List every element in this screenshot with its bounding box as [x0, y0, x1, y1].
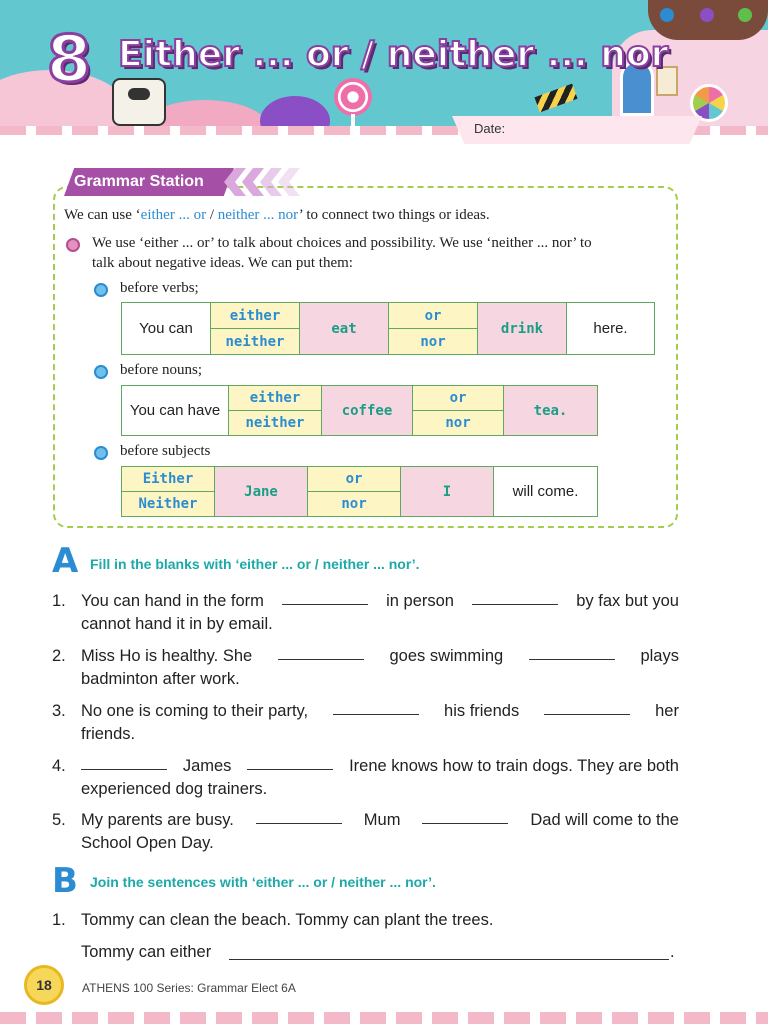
table-cell: or [389, 303, 478, 329]
table-cell: will come. [494, 467, 598, 517]
subjects-table [121, 466, 598, 517]
question-line: My parents are busy. Mum Dad will come to the [81, 811, 679, 829]
answer-end: . [670, 943, 675, 961]
note-line-2: talk about negative ideas. We can put them: [92, 255, 353, 271]
question-line: James Irene knows how to train dogs. They are both [81, 755, 679, 778]
answer-blank[interactable] [278, 645, 364, 660]
question-number: 5. [52, 811, 66, 829]
question-text: Tommy can clean the beach. Tommy can plant the trees. [81, 911, 494, 929]
intro-text: We can use ‘either ... or / neither ... nor’ to connect two things or ideas. [64, 207, 490, 223]
date-label: Date: [474, 121, 506, 136]
note-line-1: We use ‘either ... or’ to talk about choices and possibility. We use ‘neither ... nor’ to [92, 235, 592, 251]
table-cell: or [413, 386, 504, 411]
section-b-letter: B [52, 861, 78, 901]
question-line: Miss Ho is healthy. She goes swimming plays [81, 647, 679, 665]
answer-blank[interactable] [544, 700, 630, 715]
table-cell: You can [122, 303, 211, 355]
section-a-letter: A [52, 541, 79, 581]
table-cell: nor [389, 329, 478, 355]
question-number: 4. [52, 757, 66, 775]
table-cell: Neither [122, 492, 215, 517]
grammar-station-label: Grammar Station [74, 173, 204, 190]
answer-blank[interactable] [282, 590, 368, 605]
table-cell: either [211, 303, 300, 329]
table-cell: You can have [122, 386, 229, 436]
question-line-2: cannot hand it in by email. [81, 615, 273, 633]
answer-blank[interactable] [333, 700, 419, 715]
answer-blank[interactable] [247, 755, 333, 770]
table-cell: neither [229, 411, 322, 436]
question-line-2: experienced dog trainers. [81, 780, 268, 798]
question-line-2: badminton after work. [81, 670, 240, 688]
verbs-table [121, 302, 655, 355]
answer-blank[interactable] [81, 755, 167, 770]
robot-eye [128, 88, 150, 100]
lollipop-bullet-icon [94, 283, 108, 297]
nouns-label: before nouns; [120, 362, 203, 378]
lollipop-bullet-icon [94, 365, 108, 379]
verbs-label: before verbs; [120, 280, 199, 296]
table-cell: Jane [215, 467, 308, 517]
table-cell: or [308, 467, 401, 492]
answer-start: Tommy can either [81, 943, 212, 961]
table-cell: here. [567, 303, 655, 355]
either-or-highlight: either ... or [140, 207, 207, 223]
table-cell: Either [122, 467, 215, 492]
table-cell: tea. [504, 386, 598, 436]
section-b-instruction: Join the sentences with ‘either ... or / neither ... nor’. [90, 874, 436, 890]
robot-figure [112, 78, 166, 126]
lollipop-bullet-icon [94, 446, 108, 460]
table-cell: eat [300, 303, 389, 355]
question-number: 1. [52, 911, 66, 929]
table-cell: neither [211, 329, 300, 355]
nouns-table [121, 385, 598, 436]
dot-purple [700, 8, 714, 22]
table-cell: nor [413, 411, 504, 436]
lollipop-icon [334, 78, 372, 116]
question-line: No one is coming to their party, his friends her [81, 702, 679, 720]
section-a-instruction: Fill in the blanks with ‘either ... or / neither ... nor’. [90, 556, 420, 572]
subjects-label: before subjects [120, 443, 211, 459]
page-number: 18 [24, 965, 64, 1005]
dot-green [738, 8, 752, 22]
dot-blue [660, 8, 674, 22]
answer-line[interactable] [229, 959, 669, 960]
table-cell: coffee [322, 386, 413, 436]
question-number: 2. [52, 647, 66, 665]
question-line-2: friends. [81, 725, 136, 743]
table-cell: either [229, 386, 322, 411]
table-cell: nor [308, 492, 401, 517]
question-line: You can hand in the form in person by fax but you [81, 592, 679, 610]
neither-nor-highlight: neither ... nor [217, 207, 299, 223]
table-cell: drink [478, 303, 567, 355]
unit-number: 8 [46, 23, 92, 97]
question-number: 1. [52, 592, 66, 610]
footer-series: ATHENS 100 Series: Grammar Elect 6A [82, 981, 296, 995]
question-number: 3. [52, 702, 66, 720]
page-title: Either ... or / neither ... nor [118, 34, 669, 75]
question-line-2: School Open Day. [81, 834, 214, 852]
answer-blank[interactable] [472, 590, 558, 605]
footer-stripe [0, 1012, 768, 1024]
lollipop-bullet-icon [66, 238, 80, 252]
answer-blank[interactable] [256, 809, 342, 824]
answer-blank[interactable] [422, 809, 508, 824]
answer-blank[interactable] [529, 645, 615, 660]
table-cell: I [401, 467, 494, 517]
striped-sign [534, 84, 577, 113]
